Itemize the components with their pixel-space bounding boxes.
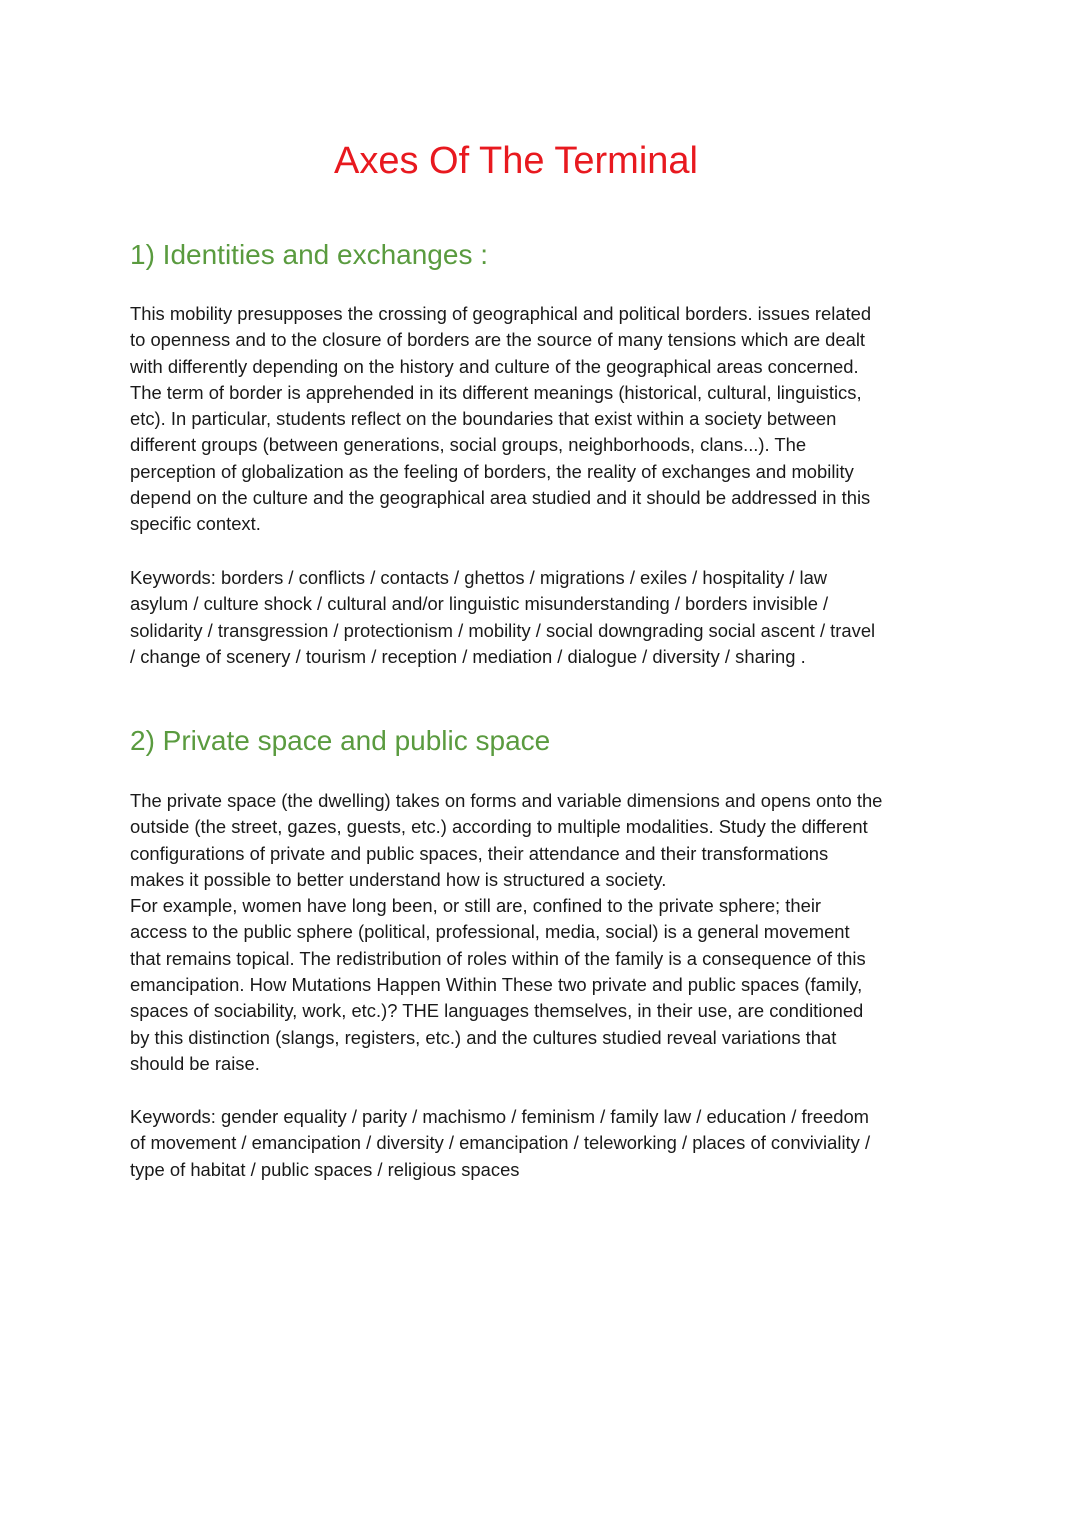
section-2-body: The private space (the dwelling) takes on forms and variable dimensions and opens onto the outside (the street, gazes, guests, etc.) according to multiple modalities. Study the different configurations of private and public spaces, their attendance and their transformations makes it possible to better understand how is structured a society. For example, women have long been, or still are, confined to the private sphere; their access to the public sphere (political, professional, media, social) is a general movement that remains topical. The redistribution of roles within of the family is a consequence of this emancipation. How Mutations Happen Within These two private and public spaces (family, spaces of sociability, work, etc.)? THE languages themselves, in their use, are conditioned by this distinction (slangs, registers, etc.) and the cultures studied reveal variations that should be raise. — [130, 790, 883, 1074]
section-1-keywords: Keywords: borders / conflicts / contacts / ghettos / migrations / exiles / hospitality / law asylum / culture shock / cultural and/or linguistic misunderstanding / borders invisible / solidarity / transgression / protectionism / mobility / social downgrading social ascent / travel / change of scenery / tourism / reception / mediation / dialogue / diversity / sharing . — [130, 567, 876, 667]
section-1-heading: 1) Identities and exchanges : — [130, 239, 489, 270]
section-2-keywords: Keywords: gender equality / parity / machismo / feminism / family law / education / freedom of movement / emancipation / diversity / emancipation / teleworking / places of conviviality / type of habitat / public spaces / religious spaces — [130, 1106, 871, 1180]
document-title: Axes Of The Terminal — [334, 140, 698, 182]
section-2-heading: 2) Private space and public space — [130, 725, 551, 756]
section-1-body: This mobility presupposes the crossing of geographical and political borders. issues related to openness and to the closure of borders are the source of many tensions which are dealt with differently depending on the history and culture of the geographical areas concerned. The term of border is apprehended in its different meanings (historical, cultural, linguistics, etc). In particular, students reflect on the boundaries that exist within a society between different groups (between generations, social groups, neighborhoods, clans...). The perception of globalization as the feeling of borders, the reality of exchanges and mobility depend on the culture and the geographical area studied and it should be addressed in this specific context. — [130, 303, 872, 535]
